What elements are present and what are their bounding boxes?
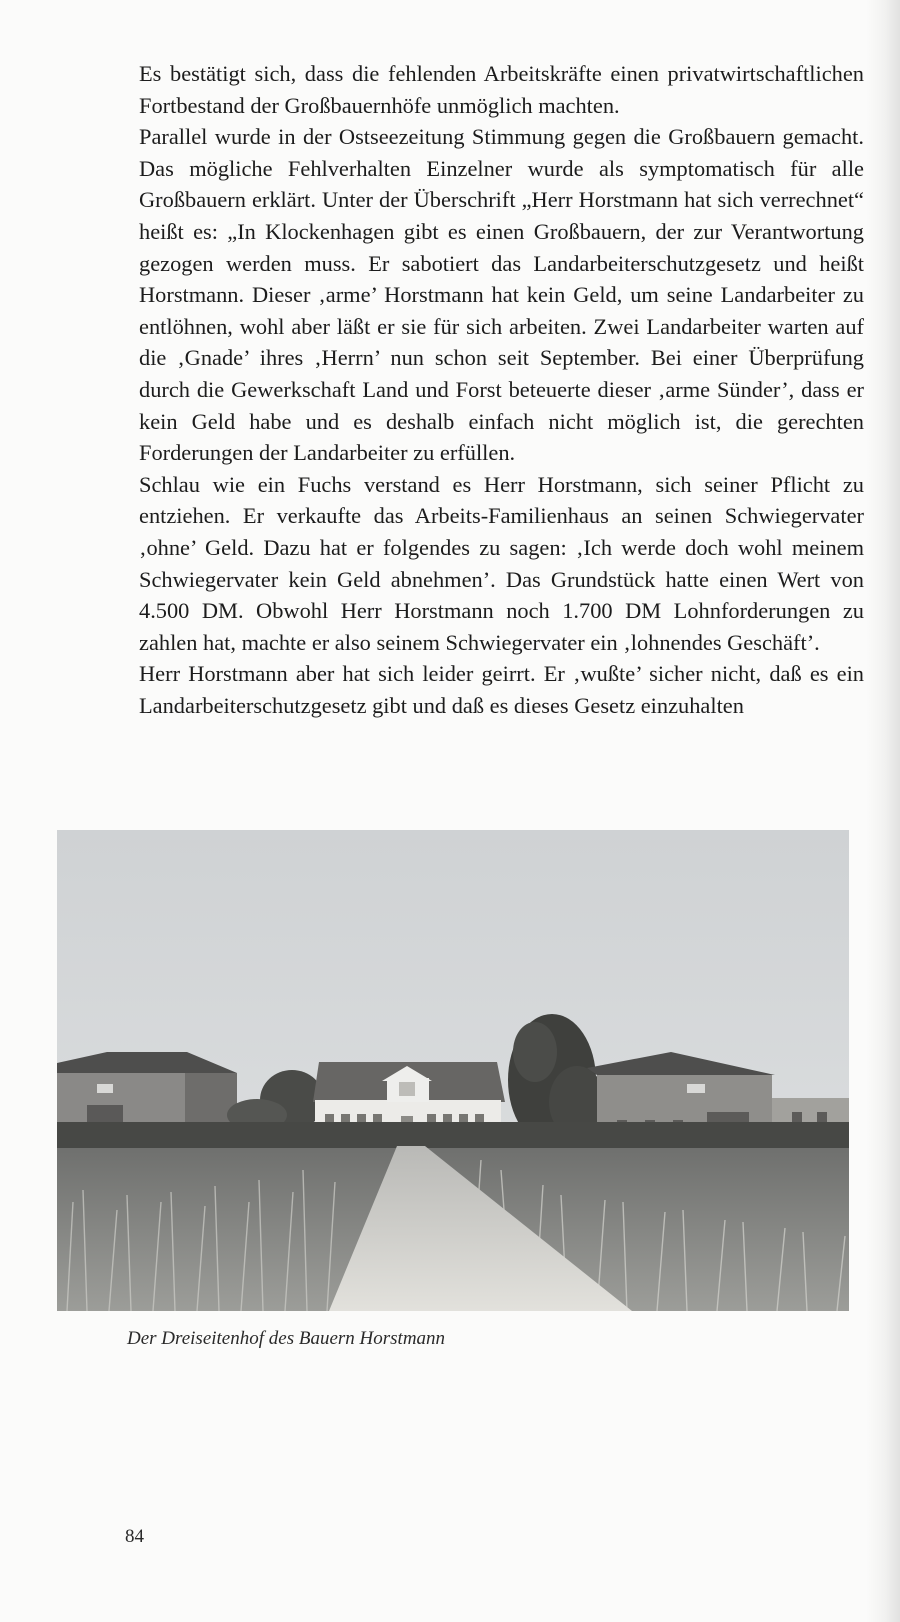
paragraph-4: Herr Horstmann aber hat sich leider geirrt. Er ‚wußte’ sicher nicht, daß es ein Landarbeiterschutzgesetz gibt und daß es dieses Gesetz einzuhalten bbox=[139, 661, 864, 718]
photo-caption: Der Dreiseitenhof des Bauern Horstmann bbox=[127, 1328, 446, 1349]
left-barn bbox=[57, 1052, 237, 1129]
paragraph-1: Es bestätigt sich, dass die fehlenden Arbeitskräfte einen privatwirtschaftlichen Fortbestand der Großbauernhöfe unmöglich machten. bbox=[139, 61, 864, 118]
paragraph-3: Schlau wie ein Fuchs verstand es Herr Horstmann, sich seiner Pflicht zu entziehen. Er verkaufte das Arbeits-Familienhaus an seinen Schwiegervater ‚ohne’ Geld. Dazu hat er folgendes zu sagen: ‚Ich werde doch wohl meinem Schwiegervater kein Geld abnehmen’. Das Grundstück hatte einen Wert von 4.500 DM. Obwohl Herr Horstmann noch 1.700 DM Lohnforderungen zu zahlen hat, machte er also seinem Schwiegervater ein ‚lohnendes Geschäft’. bbox=[139, 471, 864, 655]
farmstead-photo-drawing bbox=[57, 830, 849, 1311]
farmstead-photo bbox=[57, 830, 849, 1311]
body-text bbox=[139, 58, 864, 721]
page-gutter-shadow bbox=[866, 0, 900, 1622]
paragraph-2: Parallel wurde in der Ostseezeitung Stimmung gegen die Großbauern gemacht. Das mögliche Fehlverhalten Einzelner wurde als symptomatisch für alle Großbauern erklärt. Unter der Überschrift „Herr Horstmann hat sich verrechnet“ heißt es: „In Klockenhagen gibt es einen Großbauern, der zur Verantwortung gezogen werden muss. Er sabotiert das Landarbeiterschutzgesetz und heißt Horstmann. Dieser ‚arme’ Horstmann hat kein Geld, um seine Landarbeiter zu entlöhnen, wohl aber läßt er sie für sich arbeiten. Zwei Landarbeiter warten auf die ‚Gnade’ ihres ‚Herrn’ nun schon seit September. Bei einer Überprüfung durch die Gewerkschaft Land und Forst beteuerte dieser ‚arme Sünder’, dass er kein Geld habe und es deshalb einfach nicht möglich ist, die gerechten Forderungen der Landarbeiter zu erfüllen. bbox=[139, 124, 864, 466]
page-number: 84 bbox=[125, 1526, 144, 1547]
